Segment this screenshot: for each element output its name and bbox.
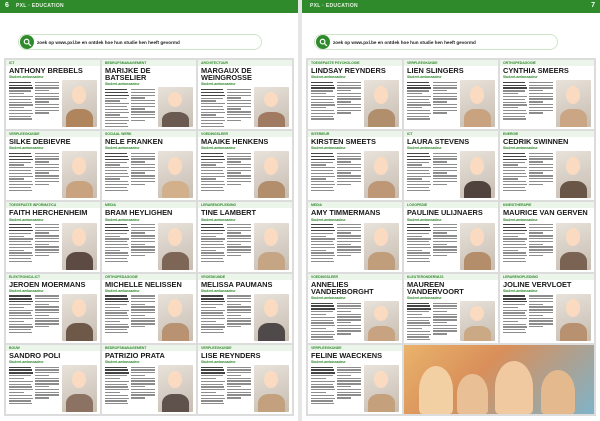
student-role: Student-ambassadeur: [9, 217, 44, 222]
student-photo: [62, 294, 97, 341]
student-role: Student-ambassadeur: [201, 217, 236, 222]
text-column: [201, 294, 225, 341]
profile-card: [6, 60, 100, 129]
program-tag: VERPLEEGKUNDE: [404, 60, 498, 66]
student-name: AMY TIMMERMANS: [311, 208, 381, 218]
student-photo: [62, 365, 97, 412]
student-photo: [158, 294, 193, 341]
student-role: Student-ambassadeur: [311, 217, 346, 222]
left-section-title: PXL · EDUCATION: [16, 3, 64, 9]
text-column: [503, 80, 527, 127]
program-tag: VOEDINGSLEER: [198, 131, 292, 137]
profile-card: [102, 131, 196, 200]
text-column: [433, 301, 457, 341]
student-role: Student-ambassadeur: [407, 296, 442, 300]
person-figure: [541, 370, 575, 414]
program-tag: VOEDINGSLEER: [308, 274, 402, 280]
text-column: [529, 223, 553, 270]
text-column: [201, 87, 225, 127]
card-body: [198, 87, 292, 129]
text-column: [9, 294, 33, 341]
card-body: [102, 294, 196, 343]
program-tag: ORTHOPEDAGOGIE: [102, 274, 196, 280]
card-body: [404, 301, 498, 343]
text-column: [105, 87, 129, 127]
text-column: [227, 223, 251, 270]
student-name: TINE LAMBERT: [201, 208, 257, 218]
profile-card: [198, 274, 292, 343]
student-name: MAAIKE HENKENS: [201, 137, 269, 147]
text-column: [433, 80, 457, 127]
card-body: [198, 365, 292, 414]
left-profile-grid: [4, 58, 294, 416]
text-column: [9, 80, 33, 127]
student-name: SANDRO POLI: [9, 350, 61, 360]
text-column: [311, 365, 335, 412]
profile-card: [404, 274, 498, 343]
student-name: LINDSAY REYNDERS: [311, 66, 386, 75]
program-tag: VERPLEEGKUNDE: [308, 345, 402, 351]
profile-card: [500, 131, 594, 200]
card-body: [6, 294, 100, 343]
student-photo: [460, 301, 495, 341]
student-photo: [158, 223, 193, 270]
text-column: [407, 301, 431, 341]
student-name: PAULINE ULIJNAERS: [407, 208, 483, 218]
student-role: Student-ambassadeur: [105, 146, 140, 151]
profile-card: [6, 345, 100, 414]
text-column: [529, 151, 553, 198]
right-profile-grid: [306, 58, 596, 416]
student-photo: [158, 87, 193, 127]
text-column: [503, 294, 527, 341]
student-role: Student-ambassadeur: [503, 217, 538, 222]
student-name: LISE REYNDERS: [201, 350, 261, 360]
student-name: MARIJKE DE BATSELIER: [105, 66, 151, 83]
text-column: [529, 80, 553, 127]
text-column: [35, 365, 59, 412]
student-photo: [556, 80, 591, 127]
profile-card: [198, 202, 292, 271]
student-role: Student-ambassadeur: [201, 360, 236, 364]
student-photo: [364, 80, 399, 127]
text-column: [407, 223, 431, 270]
card-body: [308, 151, 402, 200]
text-column: [433, 151, 457, 198]
card-body: [102, 151, 196, 200]
text-column: [227, 87, 251, 127]
program-tag: BEDRIJFSMANAGEMENT: [102, 345, 196, 351]
text-column: [311, 80, 335, 127]
text-column: [201, 223, 225, 270]
program-tag: ENERGIE: [500, 131, 594, 137]
profile-card: [198, 131, 292, 200]
student-photo: [158, 151, 193, 198]
student-name: ANNELIES VANDERBORGHT: [311, 279, 374, 296]
right-header-bar: [302, 0, 600, 13]
student-photo: [62, 80, 97, 127]
program-tag: ELEKTRONICA-ICT: [6, 274, 100, 280]
text-column: [131, 151, 155, 198]
text-column: [201, 365, 225, 412]
program-tag: LERARENOPLEIDING: [198, 202, 292, 208]
program-tag: ICT: [404, 131, 498, 137]
person-figure: [457, 374, 487, 414]
text-column: [131, 365, 155, 412]
student-name: MAURICE VAN GERVEN: [503, 208, 588, 218]
program-tag: TOEGEPASTE INFORMATICA: [6, 202, 100, 208]
card-body: [404, 151, 498, 200]
text-column: [227, 151, 251, 198]
card-body: [198, 151, 292, 200]
profile-card: [102, 345, 196, 414]
card-body: [308, 365, 402, 414]
card-body: [102, 87, 196, 129]
right-page-number: 7: [591, 2, 595, 9]
student-name: CYNTHIA SMEERS: [503, 66, 569, 75]
profile-card: [308, 345, 402, 414]
student-role: Student-ambassadeur: [407, 217, 442, 222]
left-search-text: zoek op www.pxl.be en ontdek hoe hun studie hen heeft gevormd: [37, 39, 180, 45]
student-photo: [254, 87, 289, 127]
program-tag: MEDIA: [102, 202, 196, 208]
text-column: [503, 151, 527, 198]
student-photo: [556, 294, 591, 341]
text-column: [105, 294, 129, 341]
program-tag: VERPLEEGKUNDE: [6, 131, 100, 137]
profile-card: [102, 274, 196, 343]
text-column: [503, 223, 527, 270]
student-photo: [460, 223, 495, 270]
text-column: [337, 223, 361, 270]
program-tag: MEDIA: [308, 202, 402, 208]
student-name: MELISSA PAUMANS: [201, 279, 273, 289]
student-role: Student-ambassadeur: [311, 146, 346, 151]
card-body: [6, 151, 100, 200]
student-role: Student-ambassadeur: [9, 146, 44, 151]
student-photo: [62, 223, 97, 270]
text-column: [407, 80, 431, 127]
text-column: [105, 223, 129, 270]
card-body: [500, 294, 594, 343]
card-body: [102, 223, 196, 272]
student-role: Student-ambassadeur: [503, 146, 538, 151]
student-name: FAITH HERCHENHEIM: [9, 208, 88, 218]
text-column: [529, 294, 553, 341]
program-tag: SOCIAAL WERK: [102, 131, 196, 137]
student-role: Student-ambassadeur: [311, 75, 346, 80]
student-role: Student-ambassadeur: [9, 288, 44, 293]
student-name: PATRIZIO PRATA: [105, 350, 165, 360]
text-column: [227, 294, 251, 341]
profile-card: [308, 131, 402, 200]
card-body: [308, 80, 402, 129]
profile-card: [404, 202, 498, 271]
student-photo: [556, 151, 591, 198]
text-column: [35, 223, 59, 270]
text-column: [433, 223, 457, 270]
text-column: [131, 87, 155, 127]
program-tag: LOGOPEDIE: [404, 202, 498, 208]
student-photo: [62, 151, 97, 198]
text-column: [337, 301, 361, 341]
profile-card: [6, 202, 100, 271]
search-icon: [20, 35, 34, 49]
program-tag: LERARENOPLEIDING: [500, 274, 594, 280]
search-icon: [316, 35, 330, 49]
text-column: [35, 151, 59, 198]
profile-card: [500, 60, 594, 129]
text-column: [9, 223, 33, 270]
profile-card: [308, 202, 402, 271]
student-photo: [460, 151, 495, 198]
student-name: MAUREEN VANDERVOORT: [407, 279, 464, 296]
card-body: [198, 294, 292, 343]
card-body: [6, 80, 100, 129]
card-body: [308, 223, 402, 272]
right-section-title: PXL · EDUCATION: [310, 3, 358, 9]
text-column: [9, 365, 33, 412]
card-body: [404, 80, 498, 129]
student-role: Student-ambassadeur: [9, 75, 44, 80]
student-photo: [556, 223, 591, 270]
card-body: [102, 365, 196, 414]
student-photo: [364, 365, 399, 412]
student-photo: [460, 80, 495, 127]
group-photo: [404, 345, 594, 414]
profile-card: [102, 60, 196, 129]
program-tag: ICT: [6, 60, 100, 66]
student-role: Student-ambassadeur: [407, 146, 442, 151]
card-body: [404, 223, 498, 272]
text-column: [311, 151, 335, 198]
text-column: [131, 294, 155, 341]
student-name: KIRSTEN SMEETS: [311, 137, 376, 147]
profile-card: [308, 274, 402, 343]
student-role: Student-ambassadeur: [105, 288, 140, 293]
text-column: [131, 223, 155, 270]
text-column: [35, 294, 59, 341]
student-name: BRAM HEYLIGHEN: [105, 208, 173, 218]
profile-card: [404, 131, 498, 200]
student-name: CEDRIK SWINNEN: [503, 137, 569, 147]
text-column: [35, 80, 59, 127]
profile-card: [6, 131, 100, 200]
student-name: ANTHONY BREBELS: [9, 66, 83, 75]
text-column: [337, 151, 361, 198]
person-figure: [495, 361, 533, 414]
student-photo: [364, 301, 399, 341]
student-name: MICHELLE NELISSEN: [105, 279, 182, 289]
student-role: Student-ambassadeur: [105, 217, 140, 222]
student-name: JEROEN MOERMANS: [9, 279, 86, 289]
right-search-banner: [314, 34, 558, 50]
text-column: [311, 223, 335, 270]
student-photo: [364, 151, 399, 198]
person-figure: [419, 366, 453, 414]
student-role: Student-ambassadeur: [201, 82, 236, 87]
card-body: [6, 223, 100, 272]
text-column: [9, 151, 33, 198]
student-photo: [364, 223, 399, 270]
student-name: SILKE DEBIEVRE: [9, 137, 71, 147]
profile-card: [198, 345, 292, 414]
program-tag: INTERIEUR: [308, 131, 402, 137]
student-name: FELINE WAECKENS: [311, 350, 383, 360]
profile-card: [308, 60, 402, 129]
card-body: [500, 80, 594, 129]
text-column: [337, 365, 361, 412]
student-name: NELE FRANKEN: [105, 137, 163, 147]
student-photo: [254, 294, 289, 341]
left-search-banner: [18, 34, 262, 50]
student-role: Student-ambassadeur: [311, 360, 346, 364]
profile-card: [102, 202, 196, 271]
student-role: Student-ambassadeur: [201, 288, 236, 293]
text-column: [201, 151, 225, 198]
profile-card: [6, 274, 100, 343]
card-body: [198, 223, 292, 272]
student-role: Student-ambassadeur: [503, 75, 538, 80]
program-tag: VERPLEEGKUNDE: [198, 345, 292, 351]
card-body: [308, 301, 402, 343]
card-body: [6, 365, 100, 414]
student-photo: [158, 365, 193, 412]
left-header-bar: [0, 0, 298, 13]
student-role: Student-ambassadeur: [105, 360, 140, 364]
profile-card: [500, 274, 594, 343]
student-role: Student-ambassadeur: [105, 82, 140, 87]
student-role: Student-ambassadeur: [503, 288, 538, 293]
student-name: MARGAUX DE WEINGROSSE: [201, 66, 252, 83]
program-tag: KINESITHERAPIE: [500, 202, 594, 208]
student-role: Student-ambassadeur: [9, 360, 44, 364]
right-search-text: zoek op www.pxl.be en ontdek hoe hun studie hen heeft gevormd: [333, 39, 476, 45]
program-tag: ORTHOPEDAGOGIE: [500, 60, 594, 66]
student-role: Student-ambassadeur: [311, 296, 346, 300]
program-tag: VROEDKUNDE: [198, 274, 292, 280]
program-tag: TOEGEPASTE PSYCHOLOGIE: [308, 60, 402, 66]
student-role: Student-ambassadeur: [201, 146, 236, 151]
student-name: JOLINE VERVLOET: [503, 279, 572, 289]
program-tag: KLEUTERONDERWIJS: [404, 274, 498, 280]
text-column: [227, 365, 251, 412]
profile-card: [500, 202, 594, 271]
text-column: [105, 365, 129, 412]
student-photo: [254, 365, 289, 412]
text-column: [337, 80, 361, 127]
left-page: [0, 0, 298, 421]
student-role: Student-ambassadeur: [407, 75, 442, 80]
student-name: LIEN SLINGERS: [407, 66, 464, 75]
student-photo: [254, 223, 289, 270]
program-tag: BEDRIJFSMANAGEMENT: [102, 60, 196, 66]
program-tag: ARCHITECTUUR: [198, 60, 292, 66]
text-column: [105, 151, 129, 198]
text-column: [311, 301, 335, 341]
student-name: LAURA STEVENS: [407, 137, 470, 147]
profile-card: [198, 60, 292, 129]
card-body: [500, 223, 594, 272]
profile-card: [404, 60, 498, 129]
program-tag: BOUW: [6, 345, 100, 351]
text-column: [407, 151, 431, 198]
student-photo: [254, 151, 289, 198]
card-body: [500, 151, 594, 200]
right-page: [302, 0, 600, 421]
left-page-number: 6: [5, 2, 9, 9]
